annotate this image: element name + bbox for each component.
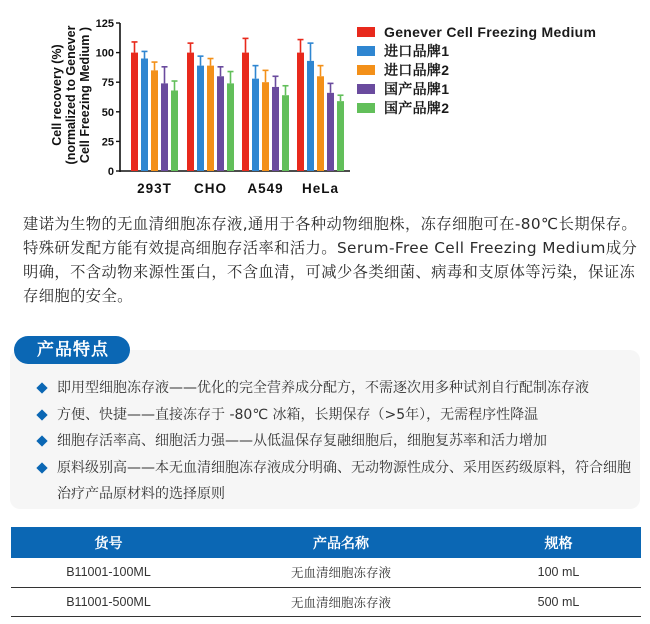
legend-label: 国产品牌2 <box>384 99 450 116</box>
legend-item <box>357 98 596 117</box>
svg-text:50: 50 <box>101 106 114 119</box>
svg-text:100: 100 <box>95 47 114 60</box>
bar-chart-plot <box>0 0 350 205</box>
svg-text:Cell recovery (%): Cell recovery (%) <box>50 44 64 146</box>
svg-text:0: 0 <box>107 166 114 178</box>
svg-text:25: 25 <box>101 136 114 149</box>
svg-text:Cell Freezing Medium ): Cell Freezing Medium ) <box>78 26 92 164</box>
legend-swatch-icon <box>357 65 375 75</box>
legend-label: Genever Cell Freezing Medium <box>384 23 597 40</box>
legend-swatch-icon <box>357 46 375 56</box>
legend-item <box>357 22 596 41</box>
features-title-badge: 产品特点 <box>14 336 130 364</box>
feature-item <box>38 402 638 429</box>
svg-text:75: 75 <box>101 77 114 90</box>
column-header-spec: 规格 <box>476 527 641 558</box>
table-header-row <box>11 527 641 558</box>
feature-item <box>38 428 638 455</box>
legend-label: 进口品牌1 <box>384 42 450 59</box>
cell-recovery-chart <box>0 0 650 205</box>
legend-label: 国产品牌1 <box>384 80 450 97</box>
svg-text:(normalized to Genever: (normalized to Genever <box>64 25 78 165</box>
feature-text: 方便、快捷——直接冻存于 -80℃ 冰箱，长期保存（>5年），无需程序性降温 <box>57 406 539 423</box>
legend-label: 进口品牌2 <box>384 61 450 78</box>
svg-text:A549: A549 <box>247 181 284 196</box>
legend-item <box>357 60 596 79</box>
legend-swatch-icon <box>357 27 375 37</box>
cell-sku: B11001-100ML <box>11 558 206 587</box>
svg-text:125: 125 <box>95 18 114 30</box>
cell-product-name: 无血清细胞冻存液 <box>206 558 476 587</box>
feature-text: 细胞存活率高、细胞活力强——从低温保存复融细胞后，细胞复苏率和活力增加 <box>57 433 547 449</box>
legend-swatch-icon <box>357 103 375 113</box>
legend-item <box>357 79 596 98</box>
svg-text:CHO: CHO <box>194 181 227 196</box>
diamond-bullet-icon <box>36 462 47 473</box>
cell-sku: B11001-500ML <box>11 587 206 616</box>
table-row <box>11 558 641 587</box>
diamond-bullet-icon <box>36 382 47 393</box>
feature-item <box>38 455 638 508</box>
product-spec-table <box>11 527 641 617</box>
column-header-product-name: 产品名称 <box>206 527 476 558</box>
feature-text: 即用型细胞冻存液——优化的完全营养成分配方，不需逐次用多种试剂自行配制冻存液 <box>57 380 589 396</box>
cell-product-name: 无血清细胞冻存液 <box>206 587 476 616</box>
chart-legend <box>357 22 596 117</box>
legend-item <box>357 41 596 60</box>
diamond-bullet-icon <box>36 435 47 446</box>
table-row <box>11 587 641 616</box>
cell-spec: 100 mL <box>476 558 641 587</box>
feature-text: 原料级别高——本无血清细胞冻存液成分明确、无动物源性成分、采用医药级原料，符合细胞治疗产品原材料的选择原则 <box>57 459 631 502</box>
feature-item <box>38 375 638 402</box>
column-header-sku: 货号 <box>11 527 206 558</box>
legend-swatch-icon <box>357 84 375 94</box>
svg-text:HeLa: HeLa <box>301 181 340 196</box>
diamond-bullet-icon <box>36 409 47 420</box>
product-description: 建诺为生物的无血清细胞冻存液,通用于各种动物细胞株，冻存细胞可在-80℃长期保存。特殊研发配方能有效提高细胞存活率和活力。Serum-Free Cell Freezing Medium成分明确，不含动物来源性蛋白，不含血清，可减少各类细菌、病毒和支原体等污染，保证冻存细胞的安全。 <box>23 215 638 305</box>
feature-list <box>38 375 638 508</box>
cell-spec: 500 mL <box>476 587 641 616</box>
svg-text:293T: 293T <box>137 181 172 196</box>
